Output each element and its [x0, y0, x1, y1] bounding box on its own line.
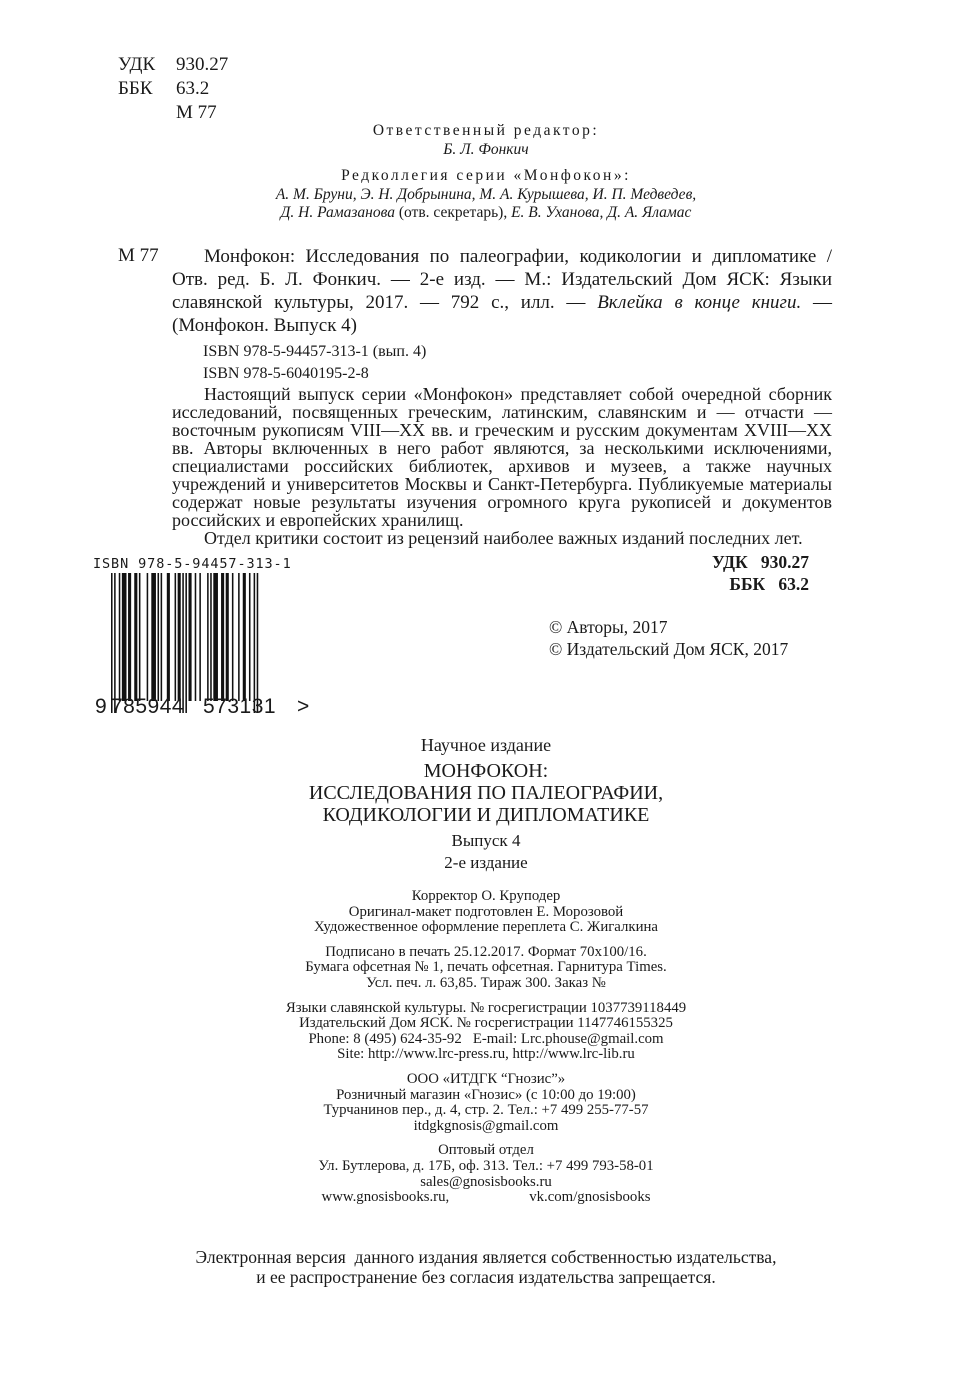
issue-number: Выпуск 4	[451, 831, 521, 850]
biblio-mark: М 77	[118, 245, 159, 266]
barcode-bar	[199, 573, 201, 701]
title-line-3: КОДИКОЛОГИИ И ДИПЛОМАТИКЕ	[322, 804, 650, 826]
abstract-paragraph: Отдел критики состоит из рецензий наиболее важных изданий последних лет.	[204, 528, 803, 548]
board-label: Редколлегия серии «Монфокон»:	[341, 167, 631, 184]
editor-label: Ответственный редактор:	[372, 122, 600, 139]
editor-name: Б. Л. Фонкич	[443, 141, 529, 158]
barcode-bar	[111, 573, 113, 713]
imprint-sites	[200, 1190, 772, 1206]
barcode-bar	[147, 573, 149, 701]
barcode-bar	[175, 573, 177, 701]
copyright-block	[549, 616, 788, 660]
barcode-bar	[249, 573, 251, 701]
editorial-board	[200, 167, 772, 223]
barcode-bar	[151, 573, 156, 701]
editor-block	[200, 121, 772, 159]
isbn-line: ISBN 978-5-94457-313-1 (вып. 4)	[203, 343, 427, 360]
barcode-bar	[238, 573, 240, 701]
barcode-bar	[226, 573, 229, 701]
barcode-bar	[221, 573, 224, 701]
edition-number: 2-е издание	[444, 853, 528, 872]
barcode-bar	[185, 573, 187, 713]
udk-bbk-right	[712, 551, 809, 595]
barcode-digit-first: 9	[95, 695, 107, 718]
copyright-line: © Издательский Дом ЯСК, 2017	[549, 639, 789, 659]
barcode-bar	[232, 573, 234, 701]
barcode-bar	[210, 573, 212, 701]
barcode-bar	[119, 573, 121, 701]
barcode-bar	[213, 573, 218, 701]
isbn-line: ISBN 978-5-6040195-2-8	[203, 365, 369, 382]
site-vk: vk.com/gnosisbooks	[529, 1189, 651, 1206]
udk-right-line: УДК 930.27	[711, 552, 809, 572]
bbk-label: ББК	[118, 78, 153, 99]
footer-line: и ее распространение без согласия издательства запрещается.	[256, 1267, 716, 1287]
barcode-bar	[195, 573, 197, 701]
bbk-code	[118, 77, 228, 101]
barcode-bar	[207, 573, 209, 701]
imprint-publisher: Языки славянской культуры. № госрегистрации 1037739118449 Издательский Дом ЯСК. № госрегистрации 1147746155325 Phone: 8 (495) 624-35-92 E-mail: Lrc.phouse@gmail.com Site: http://www.lrc-press.ru, http://www.lrc-lib.ru	[285, 999, 687, 1063]
board-line-1: А. М. Бруни, Э. Н. Добрынина, М. А. Курышева, И. П. Медведев,	[275, 185, 697, 203]
barcode-bar	[128, 573, 131, 701]
title-block	[200, 735, 772, 874]
udk-value: 930.27	[176, 54, 229, 75]
barcode-digits-left: 785944	[111, 695, 185, 718]
barcode-bar	[189, 573, 192, 701]
bibliographic-description: Монфокон: Исследования по палеографии, кодикологии и дипломатике / Отв. ред. Б. Л. Фонкич. — 2-е изд. — М.: Издательский Дом ЯСК: Языки славянской культуры, 2017. — 792 с., илл. — Вклейка в конце книги. — (Монфокон. Выпуск 4)	[172, 246, 832, 336]
barcode-bar	[182, 573, 184, 713]
barcode-bar	[167, 573, 170, 701]
barcode-bar	[178, 573, 181, 701]
publication-kind: Научное издание	[420, 735, 552, 755]
imprint-print-info: Подписано в печать 25.12.2017. Формат 70x100/16. Бумага офсетная № 1, печать офсетная. Гарнитура Times. Усл. печ. л. 63,85. Тираж 300. Заказ №	[305, 943, 667, 991]
barcode-bar	[139, 573, 141, 701]
author-mark: М 77	[176, 102, 217, 123]
barcode-digits	[95, 695, 320, 721]
barcode-bar	[254, 573, 256, 713]
barcode-bar	[243, 573, 246, 701]
board-line-2: Д. Н. Рамазанова (отв. секретарь), Е. В. Уханова, Д. А. Яламас	[280, 204, 692, 221]
title-line-1: МОНФОКОН:	[423, 760, 549, 782]
barcode-bar	[122, 573, 127, 701]
site-gnosisbooks: www.gnosisbooks.ru,	[321, 1189, 450, 1206]
imprint	[200, 889, 772, 1206]
udk-label: УДК	[118, 54, 156, 75]
imprint-staff: Корректор О. Круподер Оригинал-макет подготовлен Е. Морозовой Художественное оформление переплета С. Жигалкина	[314, 888, 658, 936]
imprint-wholesale: Оптовый отдел Ул. Бутлерова, д. 17Б, оф. 313. Тел.: +7 499 793-58-01 sales@gnosisbooks.ru www.gnosisbooks.ru, vk.com/gnosisbooks	[200, 1143, 772, 1205]
title-line-2: ИССЛЕДОВАНИЯ ПО ПАЛЕОГРАФИИ,	[308, 782, 664, 804]
bbk-right-line: ББК 63.2	[729, 574, 809, 594]
barcode-bar	[158, 573, 160, 701]
barcode-bar	[257, 573, 259, 713]
footer-line: Электронная версия данного издания является собственностью издательства,	[195, 1247, 777, 1267]
isbn-list	[203, 341, 426, 385]
imprint-gnosis: ООО «ИТДГК “Гнозис”» Розничный магазин «Гнозис» (с 10:00 до 19:00) Турчанинов пер., д. 4, стр. 2. Тел.: +7 499 255-77-57 itdgkgnosis@gmail.com	[323, 1070, 649, 1134]
barcode-digits-right: 573131	[203, 695, 277, 718]
barcode-isbn-text: ISBN 978-5-94457-313-1	[93, 556, 292, 572]
bbk-value: 63.2	[176, 78, 210, 99]
abstract	[172, 385, 832, 547]
footer-notice	[100, 1247, 872, 1287]
abstract-paragraph: Настоящий выпуск серии «Монфокон» представляет собой очередной сборник исследований, посвященных греческим, латинским, славянским и — отчасти — восточным рукописям VIII—XX вв. и греческим и русским документам XVIII—XX вв. Авторы включенных в него работ являются, за несколькими исключениями, специалистами российских библиотек, архивов и музеев, а также научных учреждений и университетов Москвы и Санкт-Петербурга. Публикуемые материалы содержат новые результаты изучения огромного круга рукописей и документов российских и европейских хранилищ.	[172, 384, 832, 530]
barcode-bar	[161, 573, 163, 701]
classification-codes	[118, 53, 228, 125]
barcode-arrow: >	[297, 695, 310, 718]
barcode-bar	[134, 573, 137, 701]
udk-code	[118, 53, 228, 77]
copyright-line: © Авторы, 2017	[549, 617, 668, 637]
barcode-bar	[114, 573, 116, 713]
